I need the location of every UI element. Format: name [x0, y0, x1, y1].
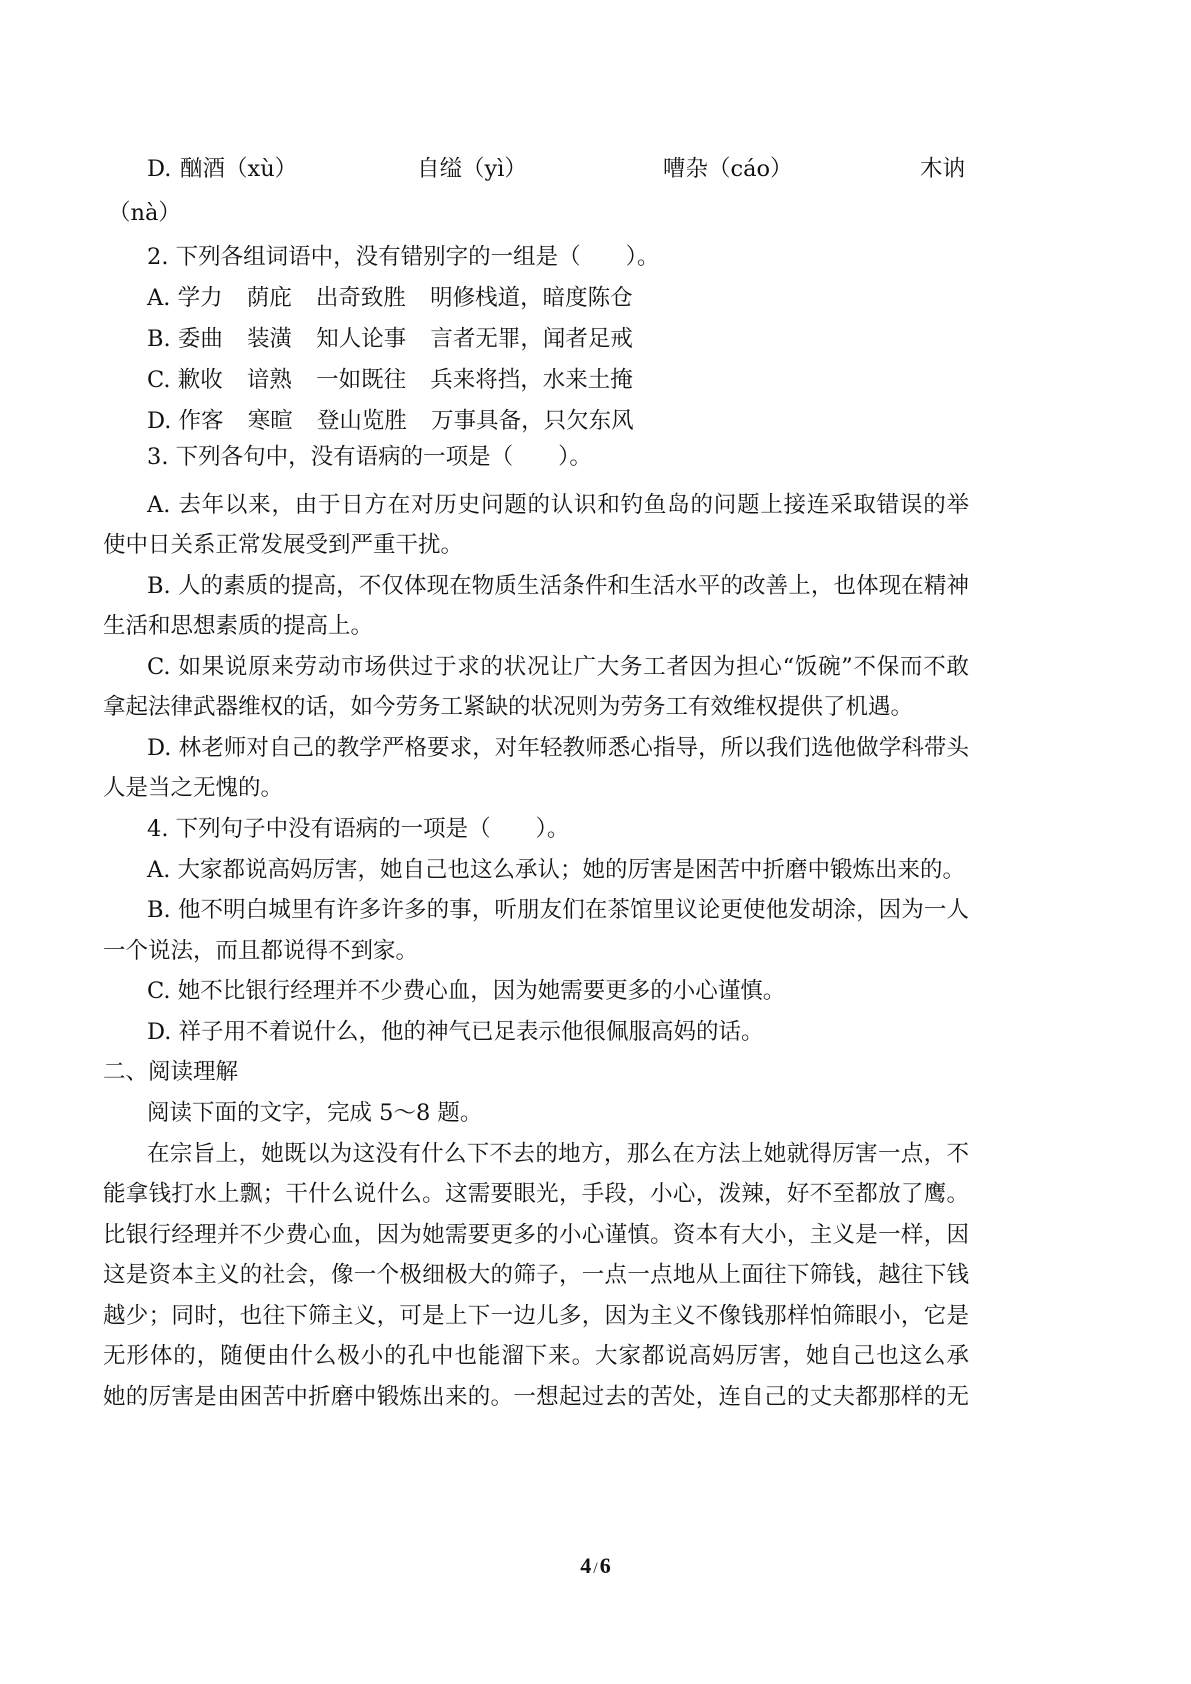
passage-line: 越少；同时，也往下筛主义，可是上下一边儿多，因为主义不像钱那样怕筛眼小，它是	[103, 1303, 969, 1329]
passage-line: 无形体的，随便由什么极小的孔中也能溜下来。大家都说高妈厉害，她自己也这么承	[103, 1343, 969, 1369]
q3-option-d-line-1: D. 林老师对自己的教学严格要求，对年轻教师悉心指导，所以我们选他做学科带头	[147, 735, 969, 761]
q2-word: 学力	[177, 285, 223, 311]
q2-word: 寒暄	[247, 408, 293, 434]
reading-instruction: 阅读下面的文字，完成 5～8 题。	[147, 1100, 483, 1126]
q2-stem: 2. 下列各组词语中，没有错别字的一组是（ ）。	[147, 244, 660, 270]
current-page: 4	[580, 1553, 592, 1578]
section-heading: 二、阅读理解	[103, 1059, 239, 1085]
q2-word: 兵来将挡，水来土掩	[430, 367, 633, 393]
q4-option-c-line-1: C. 她不比银行经理并不少费心血，因为她需要更多的小心谨慎。	[147, 978, 786, 1004]
q3-stem: 3. 下列各句中，没有语病的一项是（ ）。	[147, 444, 592, 470]
q2-word: 万事具备，只欠东风	[431, 408, 634, 434]
passage-line: 能拿钱打水上飘；干什么说什么。这需要眼光，手段，小心，泼辣，好不至都放了鹰。	[103, 1181, 969, 1207]
q4-option-a-line-1: A. 大家都说高妈厉害，她自己也这么承认；她的厉害是困苦中折磨中锻炼出来的。	[147, 857, 966, 883]
q2-option-a	[147, 283, 1036, 313]
q3-option-a-line-2: 使中日关系正常发展受到严重干扰。	[103, 532, 464, 558]
q2-word: 言者无罪，闻者足戒	[430, 326, 633, 352]
q1-option-d-item-4: 木讷	[920, 156, 966, 182]
q1-option-d-wrap: （nà）	[108, 200, 181, 226]
q2-word: 登山览胜	[316, 408, 407, 434]
q4-stem: 4. 下列句子中没有语病的一项是（ ）。	[147, 816, 570, 842]
q1-option-d-label: D.	[147, 156, 172, 182]
passage-line: 在宗旨上，她既以为这没有什么下不去的地方，那么在方法上她就得厉害一点，不	[147, 1141, 969, 1167]
q2-option-label: A.	[147, 285, 171, 311]
q3-option-b-line-2: 生活和思想素质的提高上。	[103, 613, 374, 639]
passage-line: 这是资本主义的社会，像一个极细极大的筛子，一点一点地从上面往下筛钱，越往下钱	[103, 1262, 969, 1288]
q3-option-d-line-2: 人是当之无愧的。	[103, 775, 284, 801]
q3-option-a-line-1: A. 去年以来，由于日方在对历史问题的认识和钓鱼岛的问题上接连采取错误的举	[147, 492, 969, 518]
q2-option-label: B.	[147, 326, 171, 352]
q1-option-d-item-1: 酗酒（xù）	[180, 156, 298, 182]
q4-option-d-line-1: D. 祥子用不着说什么，他的神气已足表示他很佩服高妈的话。	[147, 1019, 764, 1045]
q2-word: 谙熟	[246, 367, 292, 393]
page-separator: /	[593, 1560, 598, 1577]
q2-option-d	[147, 406, 1036, 436]
q2-word: 知人论事	[316, 326, 407, 352]
q2-word: 出奇致胜	[315, 285, 406, 311]
q4-option-b-line-2: 一个说法，而且都说得不到家。	[103, 938, 419, 964]
q2-option-label: D.	[147, 408, 172, 434]
q2-word: 委曲	[177, 326, 223, 352]
q2-word: 装潢	[247, 326, 293, 352]
q1-option-d-item-2: 自缢（yì）	[417, 156, 527, 182]
q2-word: 歉收	[177, 367, 223, 393]
q2-word: 荫庇	[246, 285, 292, 311]
q1-option-d-item-3: 嘈杂（cáo）	[663, 156, 793, 182]
page-number	[0, 1552, 1191, 1583]
passage-line: 比银行经理并不少费心血，因为她需要更多的小心谨慎。资本有大小，主义是一样，因	[103, 1222, 969, 1248]
q3-option-b-line-1: B. 人的素质的提高，不仅体现在物质生活条件和生活水平的改善上，也体现在精神	[147, 573, 969, 599]
q2-option-b	[147, 324, 1036, 354]
q2-word: 作客	[178, 408, 224, 434]
q2-option-label: C.	[147, 367, 171, 393]
q2-option-c	[147, 365, 1036, 395]
q4-option-b-line-1: B. 他不明白城里有许多许多的事，听朋友们在茶馆里议论更使他发胡涂，因为一人	[147, 897, 969, 923]
q2-word: 明修栈道，暗度陈仓	[430, 285, 633, 311]
q3-option-c-line-1: C. 如果说原来劳动市场供过于求的状况让广大务工者因为担心“饭碗”不保而不敢	[147, 654, 969, 680]
q3-option-c-line-2: 拿起法律武器维权的话，如今劳务工紧缺的状况则为劳务工有效维权提供了机遇。	[103, 694, 914, 720]
q2-word: 一如既往	[316, 367, 407, 393]
total-pages: 6	[599, 1553, 611, 1578]
passage-line: 她的厉害是由困苦中折磨中锻炼出来的。一想起过去的苦处，连自己的丈夫都那样的无	[103, 1384, 969, 1410]
